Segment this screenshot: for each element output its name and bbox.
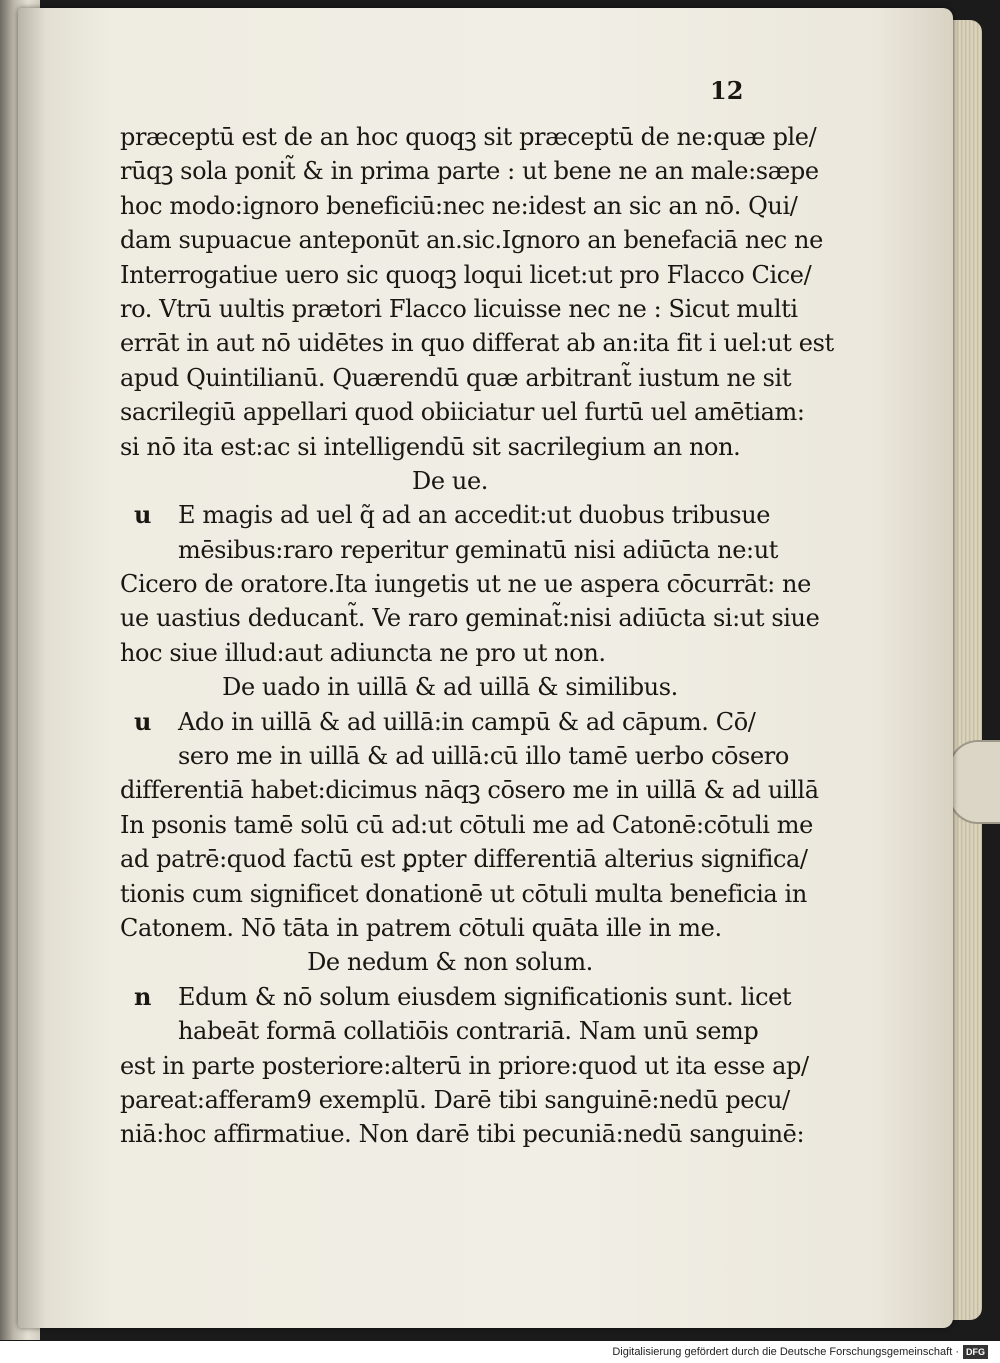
- section-heading: De nedum & non solum.: [307, 948, 593, 977]
- text-line: errāt in aut nō uidētes in quo differat ab an:ita fit i uel:ut est: [120, 329, 834, 358]
- digitization-footer: [0, 1341, 1000, 1363]
- text-line: si nō ita est:ac si intelligendū sit sacrilegium an non.: [120, 432, 741, 461]
- text-line: rūqꝫ sola ponit̃ & in prima parte : ut bene ne an male:sæpe: [120, 157, 819, 186]
- text-block: [120, 60, 834, 1152]
- text-line: Interrogatiue uero sic quoqꝫ loqui licet:ut pro Flacco Cice/: [120, 260, 812, 289]
- text-line: [120, 498, 780, 532]
- text-line: tionis cum significet donationē ut cōtuli multa beneficia in: [120, 879, 807, 908]
- text-line: dam supuacue anteponūt an.sic.Ignoro an benefaciā nec ne: [120, 226, 823, 255]
- guide-letter: u: [134, 706, 152, 736]
- text-line-content: E magis ad uel q̃ ad an accedit:ut duobus tribusue: [178, 501, 771, 530]
- section-heading: De ue.: [412, 466, 488, 495]
- text-line: hoc siue illud:aut adiuncta ne pro ut non.: [120, 638, 606, 667]
- text-line: præceptū est de an hoc quoqꝫ sit præceptū de ne:quæ ple/: [120, 123, 817, 151]
- text-line-content: Edum & nō solum eiusdem significationis sunt. licet: [178, 982, 792, 1011]
- text-line: ue uastius deducant̃. Ve raro geminat̃:nisi adiūcta si:ut siue: [120, 604, 820, 633]
- text-line: pareat:afferam9 exemplū. Darē tibi sanguinē:nedū pecu/: [120, 1085, 790, 1114]
- page-fore-edge: [950, 20, 982, 1320]
- text-line: est in parte posteriore:alterū in priore:quod ut ita esse ap/: [120, 1051, 809, 1080]
- text-line: niā:hoc affirmatiue. Non darē tibi pecuniā:nedū sanguinē:: [120, 1120, 805, 1149]
- folio-number: 12: [710, 76, 744, 105]
- text-line: [120, 980, 792, 1014]
- text-line: mēsibus:raro reperitur geminatū nisi adiūcta ne:ut: [178, 535, 779, 564]
- text-line: sacrilegiū appellari quod obiiciatur uel furtū uel amētiam:: [120, 398, 805, 427]
- text-line: Catonem. Nō tāta in patrem cōtuli quāta ille in me.: [120, 913, 722, 942]
- clip-tab: [948, 740, 1000, 824]
- section-heading: De uado in uillā & ad uillā & similibus.: [222, 673, 678, 702]
- guide-letter: n: [134, 981, 152, 1011]
- text-line: apud Quintilianū. Quærendū quæ arbitrant̃ iustum ne sit: [120, 363, 792, 392]
- text-line: sero me in uillā & ad uillā:cū illo tamē uerbo cōsero: [178, 742, 789, 771]
- guide-letter: u: [134, 500, 152, 530]
- text-line: In psonis tamē solū cū ad:ut cōtuli me ad Catonē:cōtuli me: [120, 810, 813, 839]
- text-line: hoc modo:ignoro beneficiū:nec ne:idest an sic an nō. Qui/: [120, 191, 798, 220]
- text-line: Cicero de oratore.Ita iungetis ut ne ue aspera cōcurrāt: ne: [120, 570, 811, 599]
- dfg-logo: DFG: [963, 1345, 988, 1359]
- text-line: [120, 705, 780, 739]
- funding-credit: Digitalisierung gefördert durch die Deutsche Forschungsgemeinschaft ·: [612, 1346, 959, 1358]
- text-line: differentiā habet:dicimus nāqꝫ cōsero me in uillā & ad uillā: [120, 776, 819, 805]
- text-line-content: Ado in uillā & ad uillā:in campū & ad cāpum. Cō/: [178, 707, 756, 736]
- text-line: habeāt formā collatiōis contrariā. Nam unū semp: [178, 1017, 759, 1046]
- text-line: ro. Vtrū uultis prætori Flacco licuisse nec ne : Sicut multi: [120, 294, 798, 323]
- text-line: ad patrē:quod factū est ꝑpter differentiā alterius significa/: [120, 845, 808, 874]
